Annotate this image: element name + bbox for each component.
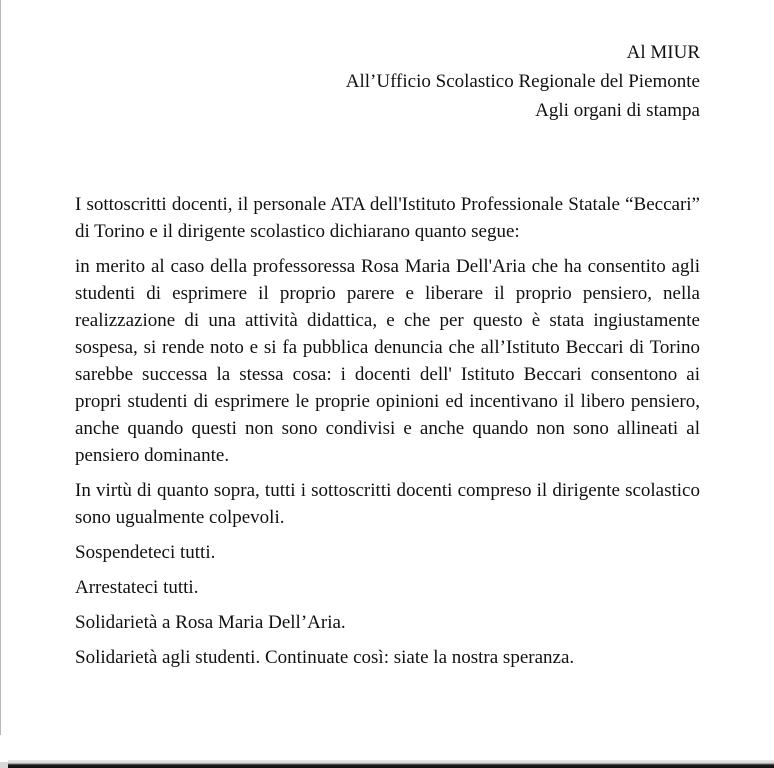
page-left-edge [0, 0, 1, 735]
intro-paragraph: I sottoscritti docenti, il personale ATA dell'Istituto Professionale Statale “Beccari” di Torino e il dirigente scolastico dichiarano quanto segue: [75, 194, 700, 242]
statement-paragraph: in merito al caso della professoressa Rosa Maria Dell'Aria che ha consentito agli studenti di esprimere il proprio parere e liberare il proprio pensiero, nella realizzazione di una attività didattica, e che per questo è stata ingiustamente sospesa, si rende noto e si fa pubblica denuncia che all’Istituto Beccari di Torino sarebbe successa la stessa cosa: i docenti dell' Istituto Beccari consentono ai propri studenti di esprimere le proprie opinioni ed incentivano il libero pensiero, anche quando questi non sono condivisi e anche quando non sono allineati al pensiero dominante. [75, 256, 700, 466]
recipient-line: Al MIUR [626, 42, 700, 63]
closing-line: Solidarietà a Rosa Maria Dell’Aria. [75, 612, 346, 633]
recipient-block [346, 38, 700, 125]
recipient-line: All’Ufficio Scolastico Regionale del Piemonte [345, 71, 700, 92]
letter-body [75, 191, 700, 679]
conclusion-paragraph: In virtù di quanto sopra, tutti i sottoscritti docenti compreso il dirigente scolastico sono ugualmente colpevoli. [75, 480, 700, 528]
recipient-line: Agli organi di stampa [535, 100, 700, 121]
page-bottom-edge [8, 760, 774, 768]
closing-line: Solidarietà agli studenti. Continuate così: siate la nostra speranza. [75, 647, 575, 668]
closing-line: Arrestateci tutti. [75, 577, 199, 598]
closing-line: Sospendeteci tutti. [75, 542, 216, 563]
